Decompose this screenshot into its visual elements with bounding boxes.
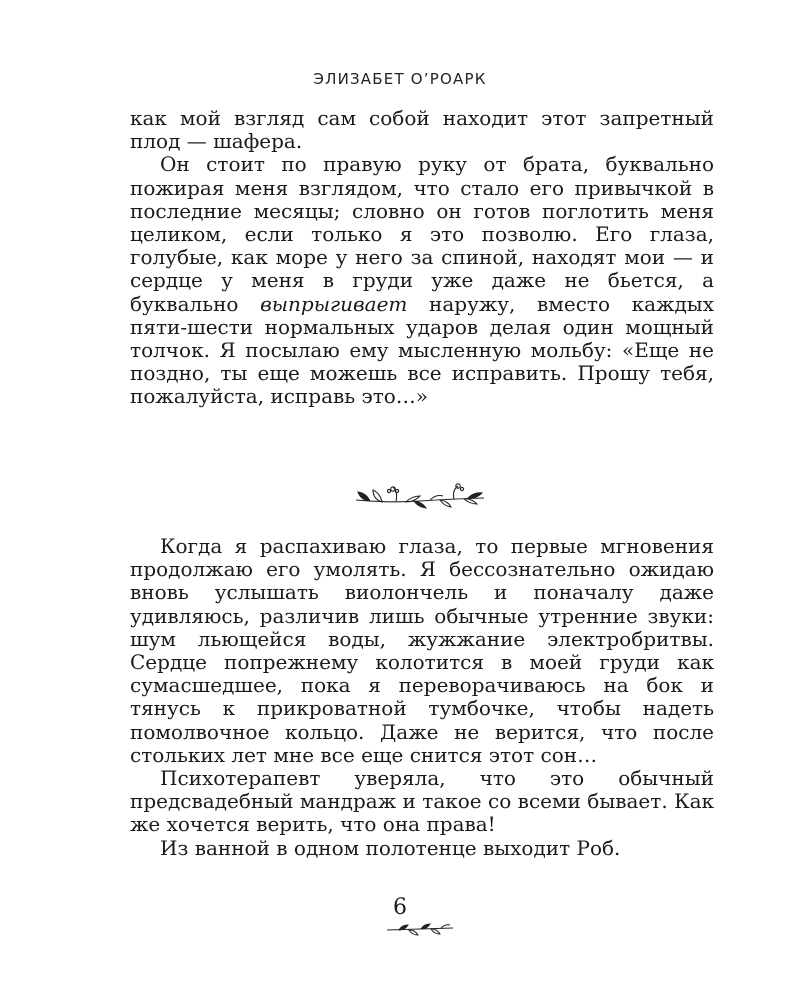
running-head: ЭЛИЗАБЕТ О’РОАРК — [313, 70, 487, 88]
page-number: 6 — [393, 895, 407, 920]
paragraph: Психотерапевт уверяла, что это обычный предсвадебный мандраж и такое со всеми бывает. Как же хочется верить, что она права! — [130, 766, 714, 837]
paragraph: Из ванной в одном полотенце выходит Роб. — [160, 835, 621, 860]
paragraph: Когда я распахиваю глаза, то первые мгновения продолжаю его умолять. Я бессознательно ожидаю вновь услышать виолончель и поначалу даже удивляюсь, различив лишь обычные утренние звуки: шум льющейся воды, жужжание электробритвы. Сердце попрежнему колотится в моей груди как сумасшедшее, пока я переворачиваюсь на бок и тянусь к прикроватной тумбочке, чтобы надеть помолвочное кольцо. Даже не верится, что после стольких лет мне все еще снится этот сон… — [130, 534, 714, 767]
paragraph: как мой взгляд сам собой находит этот запретный плод — шафера. — [130, 106, 714, 154]
leaf-sprig-icon — [385, 922, 455, 936]
emphasis-text: выпрыгивает — [260, 291, 408, 316]
paragraph-text: наружу, вместо каждых пяти-шести нормальных ударов делая один мощный толчок. Я посылаю ему мысленную мольбу: «Еще не поздно, ты еще можешь все исправить. Прошу тебя, пожалуйста, исправь это…» — [130, 291, 714, 409]
text-block-top — [130, 107, 714, 409]
floral-divider-icon — [350, 481, 490, 515]
paragraph-text: Он стоит по правую руку от брата, буквально пожирая меня взглядом, что стало его привычкой в последние месяцы; словно он готов поглотить меня целиком, если только я это позволю. Его глаза, голубые, как море у него за спиной, находят мои — и сердце у меня в груди уже даже не бьется, а буквально — [130, 152, 714, 316]
paragraph — [130, 153, 714, 408]
text-block-bottom — [130, 535, 714, 860]
